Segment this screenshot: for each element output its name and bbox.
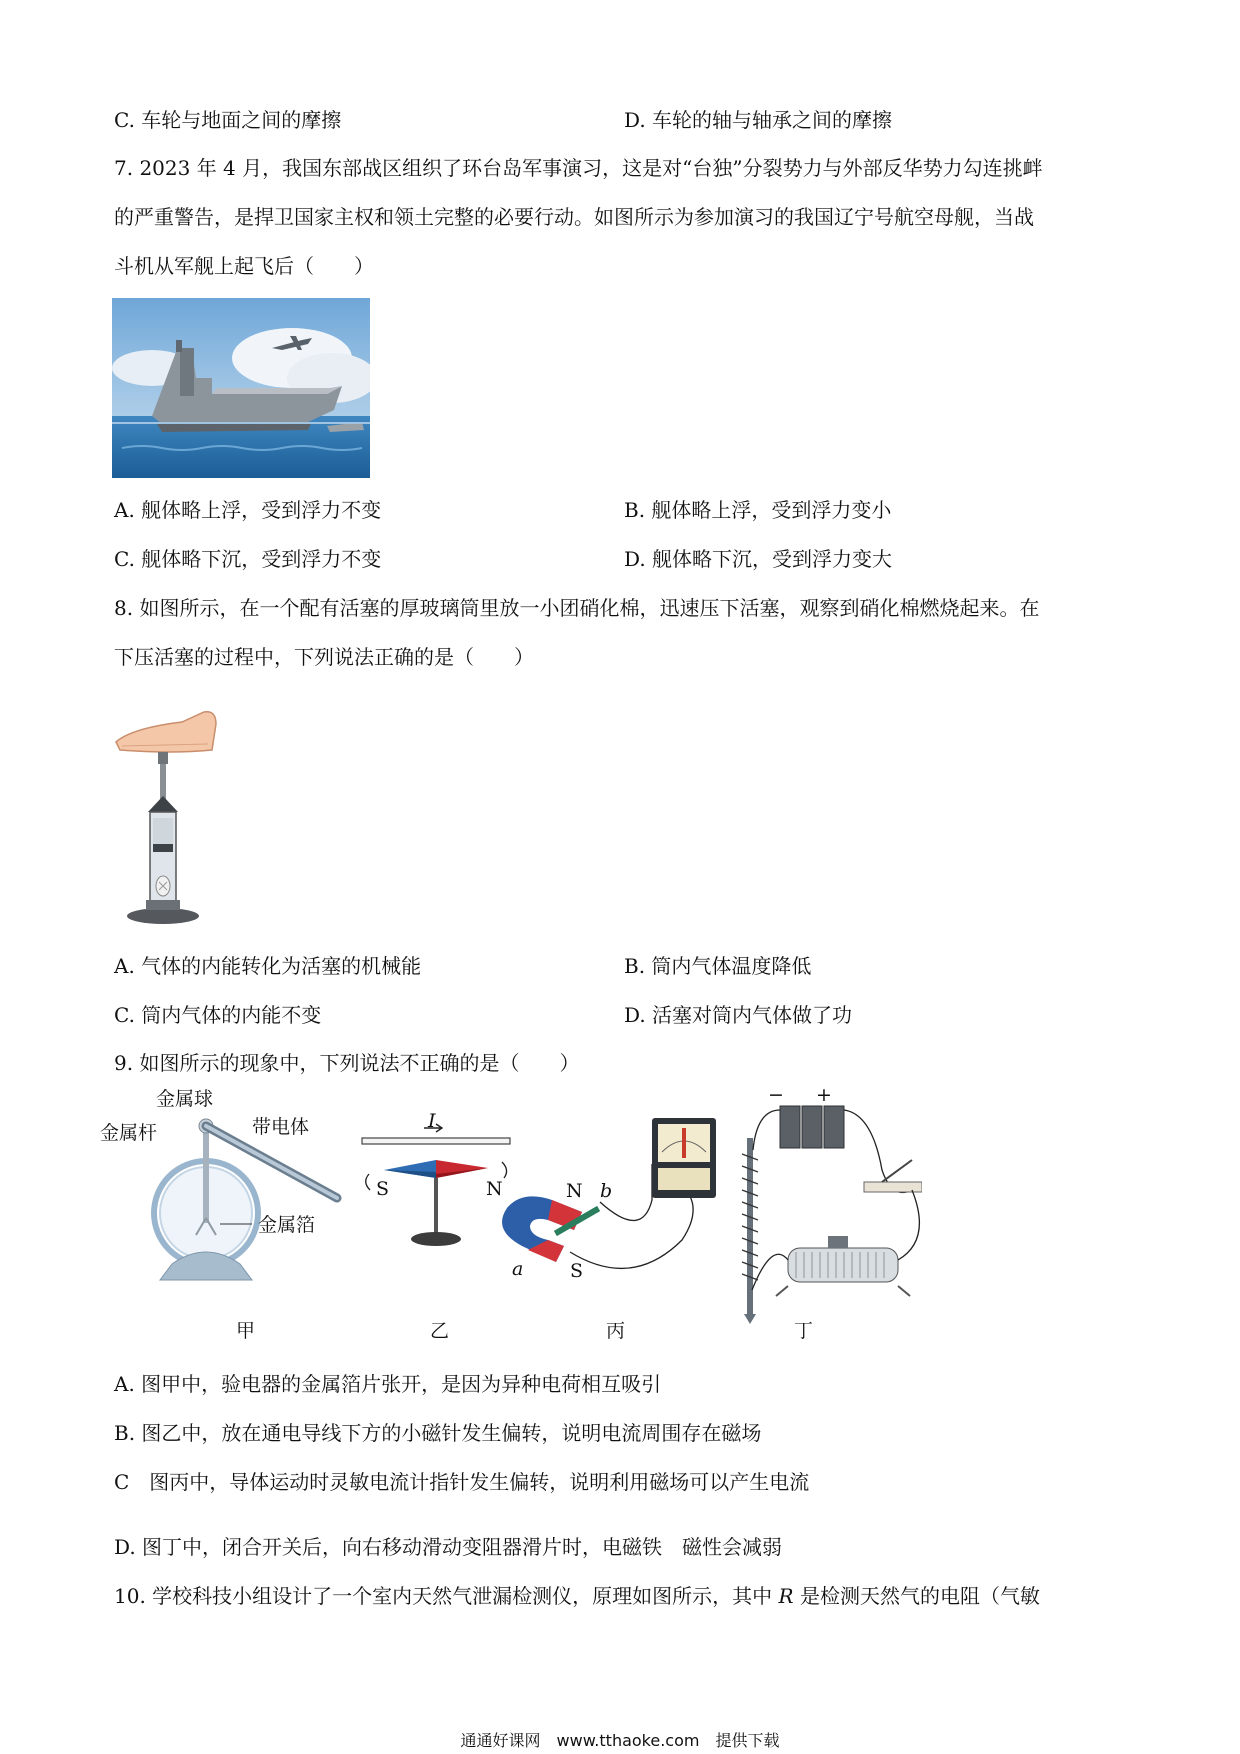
q9-option-a: A. 图甲中，验电器的金属箔片张开，是因为异种电荷相互吸引 bbox=[114, 1372, 662, 1396]
q9-option-b: B. 图乙中，放在通电导线下方的小磁针发生偏转，说明电流周围存在磁场 bbox=[114, 1421, 762, 1445]
label-magnet-n: N bbox=[566, 1180, 583, 1202]
label-plus: + bbox=[816, 1084, 832, 1106]
fig-jia-electroscope bbox=[154, 1119, 337, 1280]
q9-figures-svg bbox=[112, 1090, 922, 1350]
q8-piston-cylinder-diagram bbox=[112, 694, 222, 934]
label-b: b bbox=[600, 1180, 613, 1202]
q8-option-b: B. 筒内气体温度降低 bbox=[624, 954, 812, 978]
label-metal-foil: 金属箔 bbox=[258, 1214, 316, 1236]
q8-stem-line2: 下压活塞的过程中，下列说法正确的是（ ） bbox=[114, 645, 534, 669]
label-s-pole: S bbox=[376, 1178, 390, 1200]
label-current-i: I bbox=[428, 1110, 436, 1132]
page-footer: 通通好课网 www.tthaoke.com 提供下载 bbox=[460, 1731, 780, 1750]
fig-ding-electromagnet bbox=[742, 1106, 922, 1324]
q7-stem-line1: 7. 2023 年 4 月，我国东部战区组织了环台岛军事演习，这是对“台独”分裂势力与外部反华势力勾连挑衅 bbox=[114, 156, 1043, 180]
q8-option-c: C. 筒内气体的内能不变 bbox=[114, 1003, 322, 1027]
q6-option-d: D. 车轮的轴与轴承之间的摩擦 bbox=[624, 108, 893, 132]
label-a: a bbox=[512, 1258, 524, 1280]
q7-option-a: A. 舰体略上浮，受到浮力不变 bbox=[114, 498, 382, 522]
q7-aircraft-carrier-photo bbox=[112, 298, 370, 478]
q7-option-b: B. 舰体略上浮，受到浮力变小 bbox=[624, 498, 892, 522]
q10-text-pre: 10. 学校科技小组设计了一个室内天然气泄漏检测仪，原理如图所示，其中 bbox=[114, 1584, 779, 1608]
q10-text-post: 是检测天然气的电阻（气敏 bbox=[793, 1584, 1040, 1608]
label-jia: 甲 bbox=[236, 1320, 256, 1342]
q8-stem-line1: 8. 如图所示，在一个配有活塞的厚玻璃筒里放一小团硝化棉，迅速压下活塞，观察到硝化棉燃烧起来。在 bbox=[114, 596, 1040, 620]
q7-stem-line2: 的严重警告，是捍卫国家主权和领土完整的必要行动。如图所示为参加演习的我国辽宁号航空母舰，当战 bbox=[114, 205, 1034, 229]
q7-stem-line3: 斗机从军舰上起飞后（ ） bbox=[114, 254, 374, 278]
label-ding: 丁 bbox=[794, 1320, 814, 1342]
label-metal-ball: 金属球 bbox=[156, 1088, 214, 1110]
q10-stem-line1 bbox=[114, 1582, 1040, 1610]
q7-option-d: D. 舰体略下沉，受到浮力变大 bbox=[624, 547, 893, 571]
label-minus: − bbox=[768, 1084, 784, 1106]
q9-option-c: C 图丙中，导体运动时灵敏电流计指针发生偏转，说明利用磁场可以产生电流 bbox=[114, 1470, 810, 1494]
label-yi: 乙 bbox=[430, 1320, 450, 1342]
q6-option-c: C. 车轮与地面之间的摩擦 bbox=[114, 108, 342, 132]
label-metal-rod: 金属杆 bbox=[100, 1122, 158, 1144]
q9-option-d: D. 图丁中，闭合开关后，向右移动滑动变阻器滑片时，电磁铁 磁性会减弱 bbox=[114, 1535, 783, 1559]
label-n-pole: N bbox=[486, 1178, 503, 1200]
q8-option-d: D. 活塞对筒内气体做了功 bbox=[624, 1003, 853, 1027]
label-charged-body: 带电体 bbox=[252, 1116, 310, 1138]
q10-r-symbol: R bbox=[778, 1584, 794, 1608]
label-magnet-s: S bbox=[570, 1260, 584, 1282]
label-bing: 丙 bbox=[606, 1320, 626, 1342]
q9-stem-line1: 9. 如图所示的现象中，下列说法不正确的是（ ） bbox=[114, 1051, 580, 1075]
q7-option-c: C. 舰体略下沉，受到浮力不变 bbox=[114, 547, 382, 571]
q8-option-a: A. 气体的内能转化为活塞的机械能 bbox=[114, 954, 422, 978]
q9-figure-group bbox=[100, 1084, 922, 1350]
